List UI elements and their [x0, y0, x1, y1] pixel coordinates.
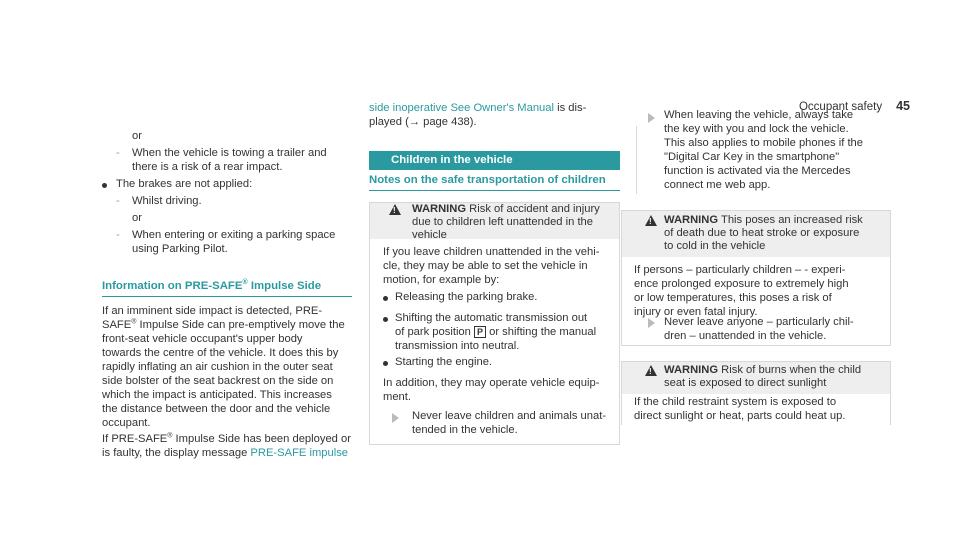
paragraph-line: which the impact is anticipated. This increases — [102, 389, 332, 401]
heading-rule — [369, 190, 620, 191]
text: Impulse Side has been deployed or — [172, 433, 351, 445]
list-item — [395, 326, 596, 340]
tip-divider — [636, 126, 637, 194]
warning-title — [664, 364, 861, 378]
registered-mark: ® — [131, 318, 137, 326]
or-text: or — [132, 212, 142, 224]
warning-title: to cold in the vehicle — [664, 240, 766, 252]
warning-label: WARNING — [664, 364, 719, 376]
heading-text: Information on PRE-SAFE — [102, 280, 243, 292]
warning-title — [412, 203, 600, 217]
text: This poses an increased risk — [718, 214, 863, 226]
warning-title: due to children left unattended in the — [412, 216, 593, 228]
warning-icon — [645, 215, 657, 226]
list-item: Whilst driving. — [132, 195, 202, 207]
warning-label: WARNING — [412, 203, 467, 215]
text: of park position — [395, 326, 474, 338]
page-number: 45 — [896, 99, 910, 113]
tip-line: function is activated via the Mercedes — [664, 165, 851, 177]
paragraph-line: or low temperatures, this poses a risk of — [634, 292, 832, 304]
list-item: The brakes are not applied: — [116, 178, 253, 190]
paragraph-line: If the child restraint system is exposed to — [634, 396, 837, 408]
warning-title: of death due to heat stroke or exposure — [664, 227, 860, 239]
chapter-bar: Children in the vehicle — [369, 151, 620, 170]
paragraph-line: If persons – particularly children – - experi- — [634, 264, 846, 276]
tip-line: Never leave children and animals unat- — [412, 410, 607, 422]
section-heading: Notes on the safe transportation of children — [369, 174, 606, 186]
warning-title: seat is exposed to direct sunlight — [664, 377, 827, 389]
tip-line: tended in the vehicle. — [412, 424, 518, 436]
paragraph-line: injury or even fatal injury. — [634, 306, 758, 318]
display-message-link[interactable]: PRE-SAFE impulse — [250, 447, 349, 459]
tip-line: "Digital Car Key in the smartphone" — [664, 151, 840, 163]
paragraph-line: front-seat vehicle occupant's upper body — [102, 333, 303, 345]
tip-line: This also applies to mobile phones if the — [664, 137, 864, 149]
list-item: Starting the engine. — [395, 356, 493, 368]
paragraph-line: If you leave children unattended in the vehi- — [383, 246, 600, 258]
warning-label: WARNING — [664, 214, 719, 226]
paragraph-line: cle, they may be able to set the vehicle in — [383, 260, 588, 272]
paragraph-line: ment. — [383, 391, 411, 403]
registered-mark: ® — [167, 432, 173, 440]
heading-rule — [102, 296, 352, 297]
list-item: When entering or exiting a parking space — [132, 229, 336, 241]
list-item: When the vehicle is towing a trailer and — [132, 147, 327, 159]
tip-line: connect me web app. — [664, 179, 771, 191]
park-position-icon: P — [474, 326, 486, 338]
list-item: Shifting the automatic transmission out — [395, 312, 588, 324]
paragraph-line: direct sunlight or heat, parts could heat up. — [634, 410, 846, 422]
tip-arrow-icon — [648, 318, 655, 328]
text: is dis- — [553, 102, 587, 114]
list-item: using Parking Pilot. — [132, 243, 228, 255]
bullet-icon — [383, 361, 388, 366]
text: If PRE-SAFE — [102, 433, 168, 445]
display-message-link[interactable]: side inoperative See Owner's Manual — [369, 102, 554, 114]
tip-line: Never leave anyone – particularly chil- — [664, 316, 854, 328]
paragraph-line: rapidly inflating an air cushion in the outer seat — [102, 361, 333, 373]
paragraph-line: side bolster of the seat backrest on the side on — [102, 375, 334, 387]
list-item: transmission into neutral. — [395, 340, 520, 352]
page-reference[interactable]: played (→ page 438). — [369, 116, 477, 128]
bullet-icon — [383, 296, 388, 301]
paragraph-line — [102, 447, 348, 461]
paragraph-line — [102, 433, 351, 447]
warning-icon — [389, 204, 401, 215]
paragraph-line: motion, for example by: — [383, 274, 500, 286]
text: Risk of burns when the child — [718, 364, 862, 376]
registered-mark: ® — [242, 279, 248, 287]
dash-marker: - — [116, 147, 120, 159]
text: or shifting the manual — [486, 326, 597, 338]
paragraph-line: If an imminent side impact is detected, PRE- — [102, 305, 323, 317]
tip-line: When leaving the vehicle, always take — [664, 109, 854, 121]
paragraph-line — [102, 319, 345, 333]
tip-arrow-icon — [392, 413, 399, 423]
list-item: Releasing the parking brake. — [395, 291, 538, 303]
paragraph-line: the distance between the door and the vehicle — [102, 403, 331, 415]
dash-marker: - — [116, 195, 120, 207]
tip-line: the key with you and lock the vehicle. — [664, 123, 849, 135]
or-text: or — [132, 130, 142, 142]
paragraph-line: ence prolonged exposure to extremely high — [634, 278, 849, 290]
section-title: Occupant safety — [798, 101, 883, 113]
text: SAFE — [102, 319, 132, 331]
text: Impulse Side can pre-emptively move the — [136, 319, 345, 331]
tip-line: dren – unattended in the vehicle. — [664, 330, 827, 342]
text: is faulty, the display message — [102, 447, 251, 459]
warning-icon — [645, 365, 657, 376]
warning-title — [664, 214, 863, 228]
heading-text: Impulse Side — [247, 280, 322, 292]
text: Risk of accident and injury — [466, 203, 600, 215]
bullet-icon — [383, 317, 388, 322]
paragraph-line: In addition, they may operate vehicle equip- — [383, 377, 600, 389]
section-heading — [102, 280, 321, 294]
paragraph-line — [369, 102, 586, 116]
bullet-icon — [102, 183, 107, 188]
paragraph-line: towards the centre of the vehicle. It does this by — [102, 347, 339, 359]
warning-title: vehicle — [412, 229, 447, 241]
list-item: there is a risk of a rear impact. — [132, 161, 283, 173]
dash-marker: - — [116, 229, 120, 241]
tip-arrow-icon — [648, 113, 655, 123]
paragraph-line: occupant. — [102, 417, 151, 429]
